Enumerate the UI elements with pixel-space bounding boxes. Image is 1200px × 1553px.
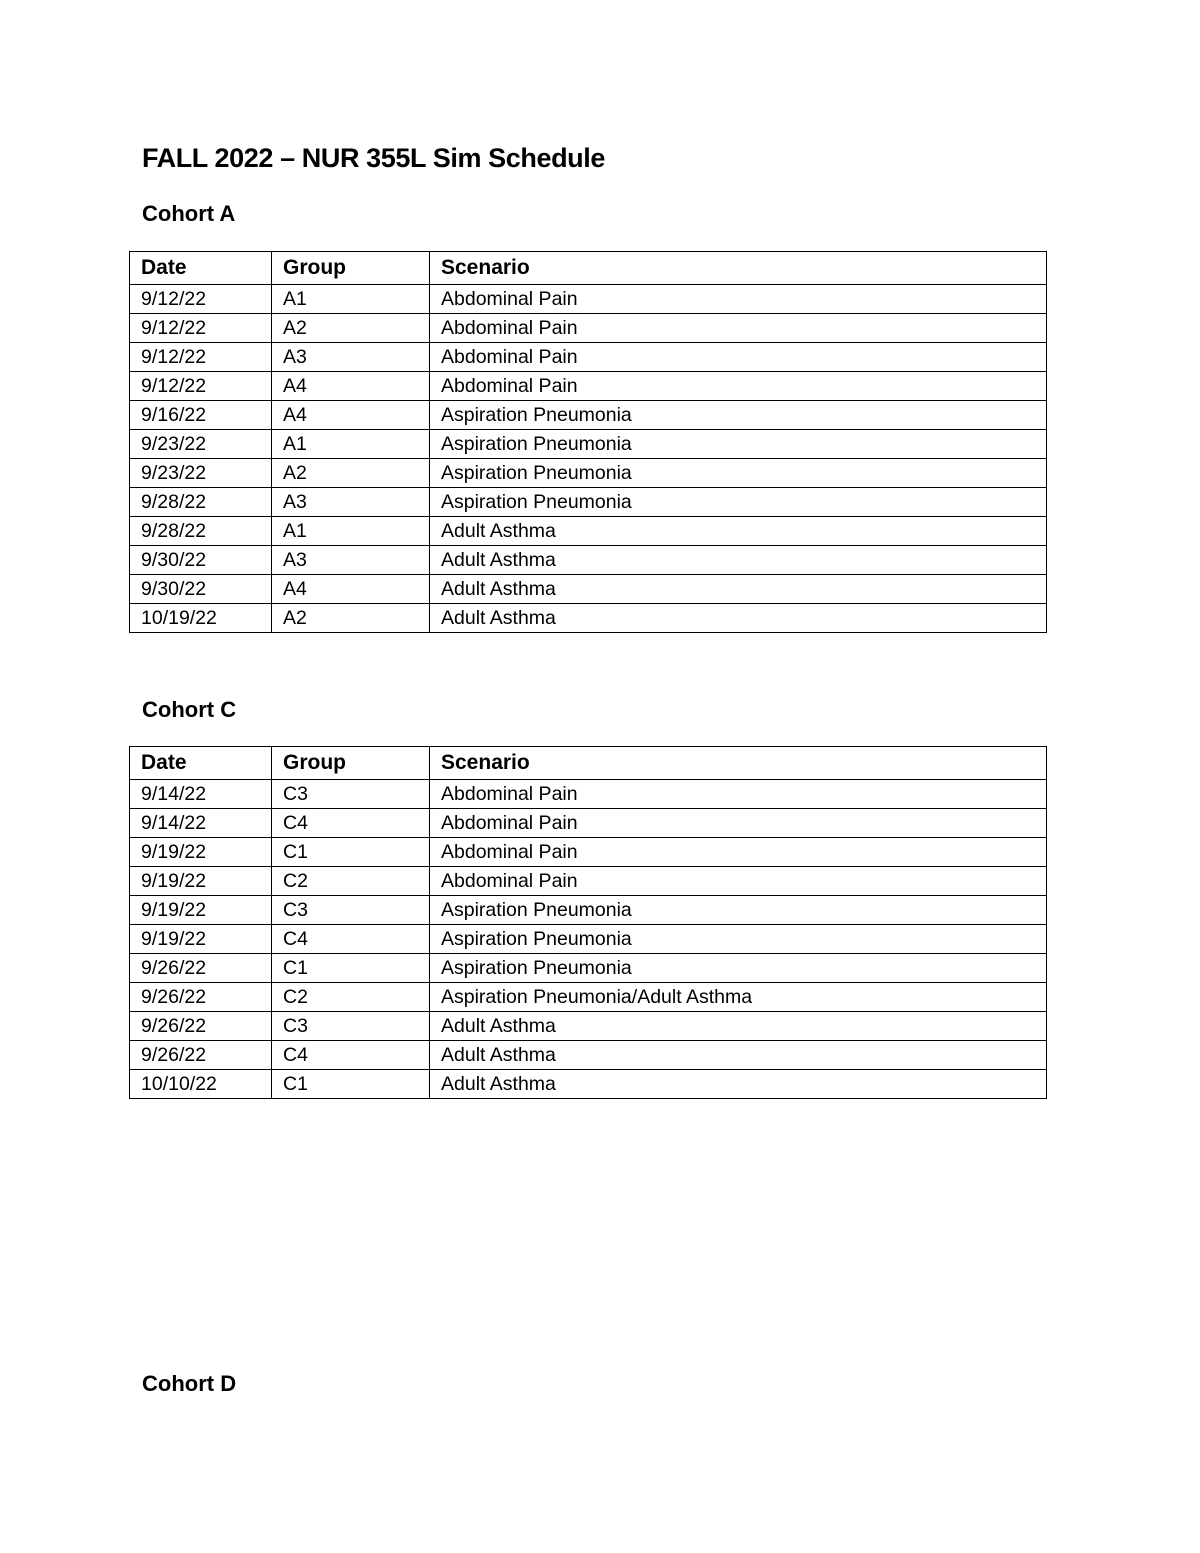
cohort-a-table xyxy=(129,251,1047,633)
table-row xyxy=(130,488,1047,517)
scenario-cell: Aspiration Pneumonia xyxy=(430,401,1047,430)
date-cell: 9/30/22 xyxy=(130,575,272,604)
table-row xyxy=(130,285,1047,314)
group-cell: C3 xyxy=(272,1012,430,1041)
table-row xyxy=(130,809,1047,838)
cohort-c-heading: Cohort C xyxy=(142,697,237,722)
scenario-cell: Adult Asthma xyxy=(430,517,1047,546)
group-cell: C1 xyxy=(272,1070,430,1099)
date-cell: 9/26/22 xyxy=(130,983,272,1012)
scenario-cell: Adult Asthma xyxy=(430,1012,1047,1041)
date-cell: 9/30/22 xyxy=(130,546,272,575)
date-cell: 9/16/22 xyxy=(130,401,272,430)
table-row xyxy=(130,925,1047,954)
scenario-cell: Abdominal Pain xyxy=(430,343,1047,372)
group-cell: A4 xyxy=(272,401,430,430)
group-cell: C2 xyxy=(272,867,430,896)
scenario-cell: Aspiration Pneumonia xyxy=(430,896,1047,925)
group-cell: A3 xyxy=(272,488,430,517)
page-title: FALL 2022 – NUR 355L Sim Schedule xyxy=(142,143,605,173)
column-header-date: Date xyxy=(130,252,272,285)
date-cell: 9/19/22 xyxy=(130,867,272,896)
group-cell: A1 xyxy=(272,517,430,546)
table-row xyxy=(130,983,1047,1012)
table-row xyxy=(130,459,1047,488)
cohort-c-rows xyxy=(130,780,1047,1099)
date-cell: 9/12/22 xyxy=(130,372,272,401)
date-cell: 9/23/22 xyxy=(130,459,272,488)
table-row xyxy=(130,838,1047,867)
table-row xyxy=(130,546,1047,575)
group-cell: C1 xyxy=(272,954,430,983)
scenario-cell: Aspiration Pneumonia/Adult Asthma xyxy=(430,983,1047,1012)
group-cell: C4 xyxy=(272,1041,430,1070)
table-row xyxy=(130,517,1047,546)
scenario-cell: Adult Asthma xyxy=(430,604,1047,633)
scenario-cell: Aspiration Pneumonia xyxy=(430,459,1047,488)
table-header-row xyxy=(130,252,1047,285)
table-row xyxy=(130,575,1047,604)
scenario-cell: Adult Asthma xyxy=(430,546,1047,575)
group-cell: C3 xyxy=(272,896,430,925)
table-row xyxy=(130,954,1047,983)
table-header-row xyxy=(130,747,1047,780)
scenario-cell: Aspiration Pneumonia xyxy=(430,954,1047,983)
date-cell: 9/26/22 xyxy=(130,954,272,983)
scenario-cell: Adult Asthma xyxy=(430,575,1047,604)
cohort-d-heading: Cohort D xyxy=(142,1371,237,1396)
group-cell: A2 xyxy=(272,314,430,343)
table-row xyxy=(130,867,1047,896)
scenario-cell: Abdominal Pain xyxy=(430,372,1047,401)
cohort-c-table xyxy=(129,746,1047,1099)
date-cell: 9/12/22 xyxy=(130,285,272,314)
scenario-cell: Adult Asthma xyxy=(430,1070,1047,1099)
table-row xyxy=(130,1041,1047,1070)
date-cell: 10/10/22 xyxy=(130,1070,272,1099)
date-cell: 9/12/22 xyxy=(130,343,272,372)
scenario-cell: Abdominal Pain xyxy=(430,285,1047,314)
group-cell: C4 xyxy=(272,925,430,954)
table-row xyxy=(130,343,1047,372)
date-cell: 9/26/22 xyxy=(130,1012,272,1041)
table-row xyxy=(130,1070,1047,1099)
table-row xyxy=(130,314,1047,343)
table-row xyxy=(130,780,1047,809)
group-cell: A2 xyxy=(272,459,430,488)
date-cell: 10/19/22 xyxy=(130,604,272,633)
column-header-date: Date xyxy=(130,747,272,780)
table-row xyxy=(130,372,1047,401)
cohort-a-heading: Cohort A xyxy=(142,201,236,226)
scenario-cell: Abdominal Pain xyxy=(430,867,1047,896)
group-cell: A4 xyxy=(272,575,430,604)
group-cell: C1 xyxy=(272,838,430,867)
table-row xyxy=(130,401,1047,430)
scenario-cell: Abdominal Pain xyxy=(430,780,1047,809)
group-cell: A3 xyxy=(272,546,430,575)
group-cell: C2 xyxy=(272,983,430,1012)
table-row xyxy=(130,1012,1047,1041)
date-cell: 9/26/22 xyxy=(130,1041,272,1070)
table-row xyxy=(130,430,1047,459)
date-cell: 9/19/22 xyxy=(130,838,272,867)
date-cell: 9/14/22 xyxy=(130,780,272,809)
group-cell: A1 xyxy=(272,430,430,459)
table-row xyxy=(130,604,1047,633)
scenario-cell: Aspiration Pneumonia xyxy=(430,925,1047,954)
date-cell: 9/12/22 xyxy=(130,314,272,343)
group-cell: A3 xyxy=(272,343,430,372)
column-header-group: Group xyxy=(272,252,430,285)
group-cell: C3 xyxy=(272,780,430,809)
group-cell: A2 xyxy=(272,604,430,633)
date-cell: 9/28/22 xyxy=(130,488,272,517)
table-row xyxy=(130,896,1047,925)
scenario-cell: Adult Asthma xyxy=(430,1041,1047,1070)
scenario-cell: Aspiration Pneumonia xyxy=(430,430,1047,459)
date-cell: 9/28/22 xyxy=(130,517,272,546)
cohort-a-rows xyxy=(130,285,1047,633)
date-cell: 9/19/22 xyxy=(130,925,272,954)
group-cell: A1 xyxy=(272,285,430,314)
date-cell: 9/14/22 xyxy=(130,809,272,838)
date-cell: 9/19/22 xyxy=(130,896,272,925)
group-cell: C4 xyxy=(272,809,430,838)
scenario-cell: Aspiration Pneumonia xyxy=(430,488,1047,517)
column-header-scenario: Scenario xyxy=(430,252,1047,285)
scenario-cell: Abdominal Pain xyxy=(430,838,1047,867)
scenario-cell: Abdominal Pain xyxy=(430,314,1047,343)
column-header-group: Group xyxy=(272,747,430,780)
scenario-cell: Abdominal Pain xyxy=(430,809,1047,838)
column-header-scenario: Scenario xyxy=(430,747,1047,780)
date-cell: 9/23/22 xyxy=(130,430,272,459)
group-cell: A4 xyxy=(272,372,430,401)
